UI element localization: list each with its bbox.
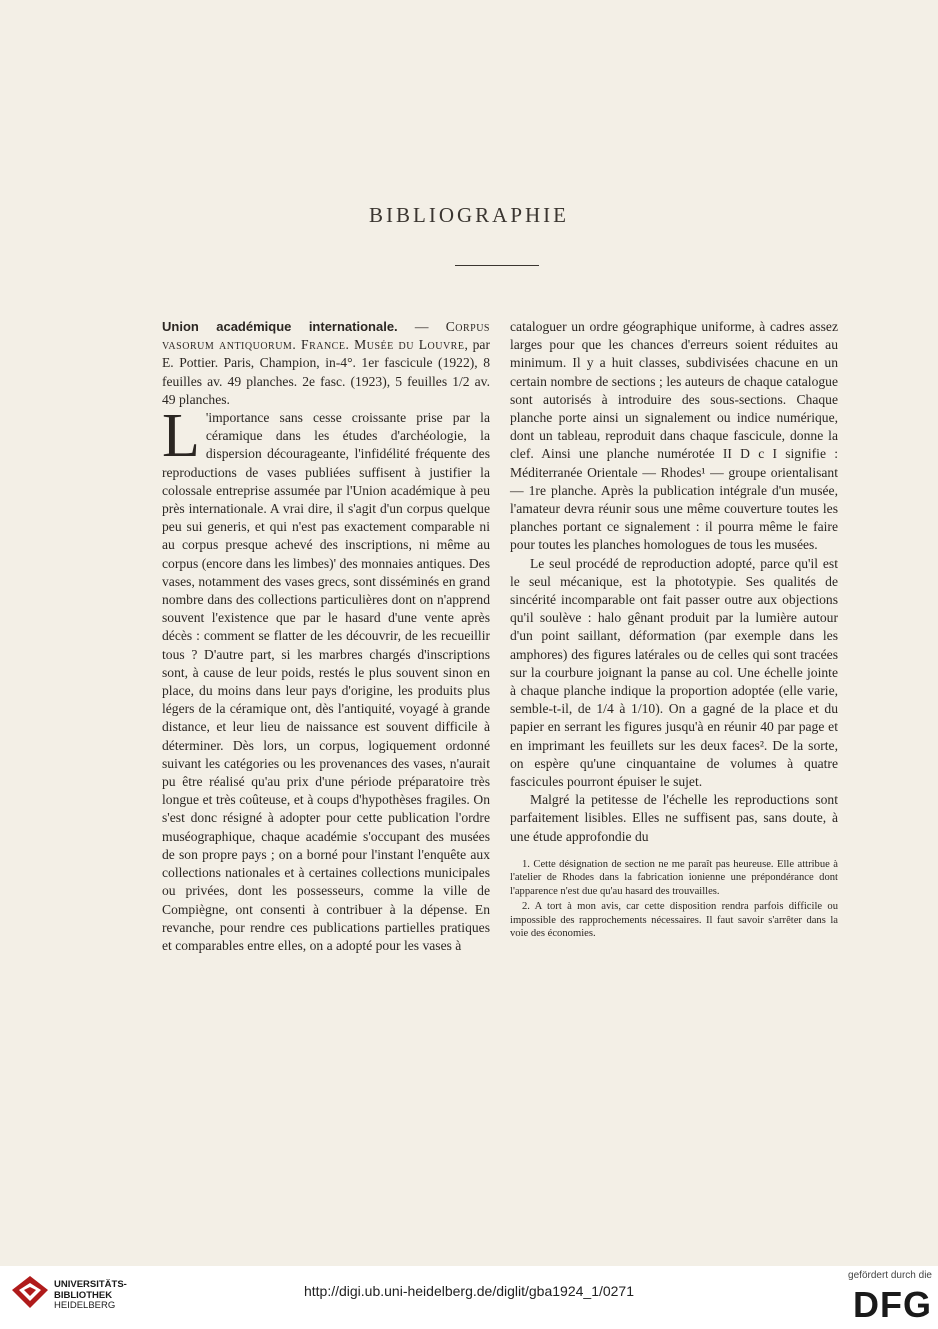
dfg-logo: DFG <box>853 1284 932 1325</box>
footnote-1: 1. Cette désignation de section ne me paraît pas heureuse. Elle attribue à l'atelier de Rhodes dans la fabrication ionienne une prépondérance dont l'apparence n'est due qu'au hasard des trouvailles. <box>510 858 838 897</box>
page-title: BIBLIOGRAPHIE <box>369 203 569 227</box>
right-paragraph-1: cataloguer un ordre géographique uniforme, à cadres assez larges pour que les chances d'erreurs soient réduites au minimum. Il y a huit classes, subdivisées chacune en un certain nombre de sections ; les auteurs de chaque catalogue sont autorisés à introduire des sous-sections. Chaque planche porte ainsi un signalement ou indice numérique, dont un tableau, reproduit dans chaque fascicule, donne la clef. Ainsi une planche numérotée II D c I signifie : Méditerranée Orientale — Rhodes¹ — groupe orientalisant — 1re planche. Après la publication intégrale d'un musée, l'amateur devra réunir sous une même couverture toutes les planches portant ce signalement : il pourra même le faire pour toutes les planches homologues de tous les musées. <box>510 319 838 553</box>
uni-line-2: BIBLIOTHEK <box>54 1289 113 1301</box>
dfg-funding-label: gefördert durch die <box>848 1270 932 1281</box>
left-paragraph-text: 'importance sans cesse croissante prise par la céramique dans les études d'archéologie, la dispersion décourageante, l'infidélité fréquente des reproductions de vases publiées suffisent à justifier la colossale entreprise assumée par l'Union académique à peu près internationale. A vrai dire, il s'agit d'un corpus quelque peu sui generis, et qui n'est pas exactement comparable ni au corpus presque achevé des inscriptions, ni même au corpus (encore dans les limbes)' des monnaies antiques. Des vases, notamment des vases grecs, sont disséminés en grand nombre dans des collections particulières dont on n'apprend souvent l'existence que par le hasard d'une vente après décès : comment se flatter de les découvrir, de les recueillir tous ? D'autre part, si les marbres chargés d'inscriptions sont, à cause de leur poids, restés le plus souvent sinon en place, du moins dans leur pays d'origine, les produits plus légers de la céramique ont, dès l'antiquité, voyagé à grande distance, et leur lieu de naissance est souvent difficile à déterminer. Dès lors, un corpus, logiquement ordonné suivant les catégories ou les provenances des vases, n'aurait pu être réalisé qu'au prix d'une période préparatoire très longue et très coûteuse, et à coups d'hypothèses fragiles. On s'est donc résigné à adopter pour cette publication l'ordre muséographique, chaque académie s'occupant des musées de son propre pays ; on a borné pour l'instant l'enquête aux collections nationales et à certaines collections municipales ou privées, dont les possesseurs, comme la ville de Compiègne, ont consenti à contribuer à la dépense. En revanche, pour rendre ces publications partielles pratiques et comparables entre elles, on a adopté pour les vases à <box>162 410 490 953</box>
uni-line-1: UNIVERSITÄTS- <box>54 1279 127 1290</box>
right-paragraph-3: Malgré la petitesse de l'échelle les reproductions sont parfaitement lisibles. Elles ne suffisent pas, sans doute, à une étude approfondie du <box>510 792 838 844</box>
footnotes <box>510 858 838 940</box>
right-column <box>510 318 838 942</box>
entry-dash: — <box>397 319 446 334</box>
drop-cap: L <box>162 402 200 471</box>
entry-details: par E. Pottier. Paris, Champion, in-4°. 1er fascicule (1922), 8 feuilles av. 49 planches. 2e fasc. (1923), 5 feuilles 1/2 av. 49 planches. <box>162 337 490 407</box>
title-rule <box>455 265 539 266</box>
entry-heading: Union académique internationale. <box>162 319 398 334</box>
footnote-2: 2. A tort à mon avis, car cette disposition rendra parfois difficile ou impossible des rapprochements nécessaires. Il faut savoir s'arrêter dans la voie des économies. <box>510 901 838 939</box>
entry-corpus: Corpus vasorum antiquorum. <box>162 319 490 353</box>
bibliography-entry <box>162 318 490 409</box>
entry-country: France. Musée du Louvre, <box>296 337 469 353</box>
uni-line-3: HEIDELBERG <box>54 1300 116 1311</box>
right-paragraph-2: Le seul procédé de reproduction adopté, parce qu'il est le seul mécanique, est la phototypie. Ses qualités de sincérité incomparable ont fait passer outre aux objections qu'il soulève : halo gênant produit par la lumière autour d'un point saillant, déformation (par exemple dans les amphores) des figures latérales ou de celles qui sont tracées sur la courbure joignant la panse au col. Une échelle jointe à chaque planche indique la proportion adoptée (elle varie, semble-t-il, de 1/4 à 1/10). On a gagné de la place et du papier en serrant les figures jusqu'à en réunir 40 par page et en imprimant les feuillets sur les deux faces². De la sorte, on espère qu'une cinquantaine de volumes à quatre fascicules pourront épuiser le sujet. <box>510 555 838 790</box>
left-paragraph <box>162 402 490 955</box>
left-column <box>162 318 490 955</box>
permalink-url[interactable]: http://digi.ub.uni-heidelberg.de/diglit/gba1924_1/0271 <box>303 1283 635 1299</box>
